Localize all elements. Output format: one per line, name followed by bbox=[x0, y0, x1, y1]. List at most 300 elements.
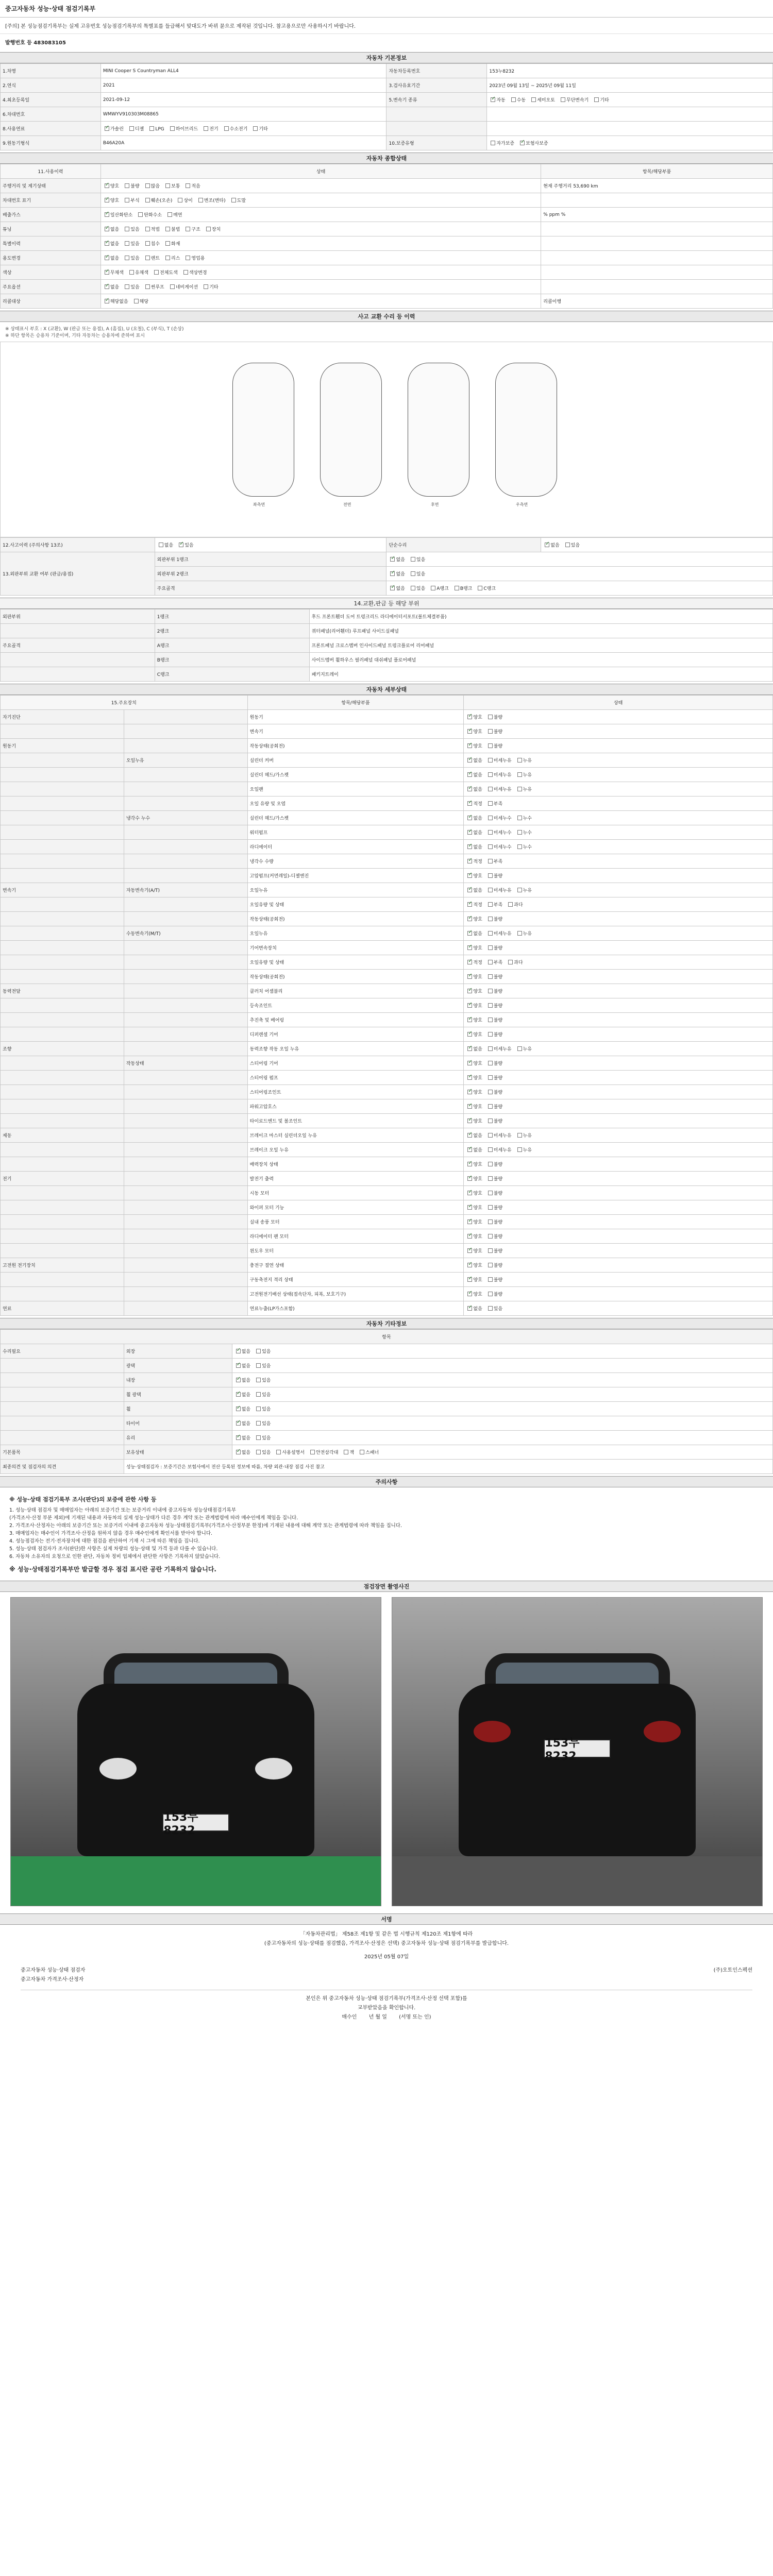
option[interactable] bbox=[466, 845, 482, 850]
option[interactable] bbox=[466, 1004, 482, 1009]
checkbox[interactable] bbox=[467, 859, 472, 863]
checkbox[interactable] bbox=[467, 1248, 472, 1253]
checkbox[interactable] bbox=[491, 97, 495, 102]
checkbox[interactable] bbox=[105, 183, 109, 188]
checkbox[interactable] bbox=[183, 270, 188, 275]
option[interactable] bbox=[486, 975, 502, 980]
option[interactable] bbox=[466, 1061, 482, 1066]
option[interactable] bbox=[466, 1191, 482, 1196]
option[interactable] bbox=[466, 1076, 482, 1081]
option[interactable] bbox=[516, 1133, 532, 1139]
option[interactable] bbox=[466, 960, 482, 965]
checkbox[interactable] bbox=[231, 198, 236, 202]
checkbox[interactable] bbox=[204, 126, 208, 131]
checkbox[interactable] bbox=[253, 126, 258, 131]
checkbox[interactable] bbox=[256, 1406, 261, 1411]
checkbox[interactable] bbox=[159, 543, 163, 547]
option[interactable] bbox=[486, 1148, 512, 1153]
checkbox[interactable] bbox=[545, 543, 549, 547]
checkbox[interactable] bbox=[467, 931, 472, 936]
checkbox[interactable] bbox=[467, 758, 472, 762]
checkbox[interactable] bbox=[145, 198, 150, 202]
checkbox[interactable] bbox=[411, 586, 415, 590]
option[interactable] bbox=[389, 572, 405, 577]
option[interactable] bbox=[123, 285, 139, 290]
checkbox[interactable] bbox=[467, 1061, 472, 1065]
option[interactable] bbox=[255, 1364, 271, 1369]
checkbox[interactable] bbox=[488, 729, 493, 734]
option[interactable] bbox=[164, 256, 180, 261]
option[interactable] bbox=[516, 816, 532, 821]
checkbox[interactable] bbox=[467, 743, 472, 748]
checkbox[interactable] bbox=[488, 1061, 493, 1065]
option[interactable] bbox=[564, 543, 580, 548]
option[interactable] bbox=[466, 888, 482, 893]
option[interactable] bbox=[466, 1032, 482, 1038]
checkbox[interactable] bbox=[149, 126, 154, 131]
option[interactable] bbox=[184, 184, 200, 189]
option[interactable] bbox=[132, 299, 148, 304]
checkbox[interactable] bbox=[360, 1450, 364, 1454]
option[interactable] bbox=[144, 227, 160, 232]
option[interactable] bbox=[157, 543, 173, 548]
checkbox[interactable] bbox=[467, 715, 472, 719]
option[interactable] bbox=[466, 946, 482, 951]
checkbox[interactable] bbox=[256, 1349, 261, 1353]
option[interactable] bbox=[466, 1090, 482, 1095]
checkbox[interactable] bbox=[431, 586, 435, 590]
option[interactable] bbox=[466, 802, 482, 807]
checkbox[interactable] bbox=[467, 1191, 472, 1195]
option[interactable] bbox=[510, 98, 526, 103]
checkbox[interactable] bbox=[105, 299, 109, 303]
checkbox[interactable] bbox=[488, 1032, 493, 1037]
option[interactable] bbox=[486, 787, 512, 792]
option[interactable] bbox=[166, 213, 182, 218]
option[interactable] bbox=[309, 1450, 338, 1455]
option[interactable] bbox=[516, 931, 532, 937]
option[interactable] bbox=[144, 242, 160, 247]
option[interactable] bbox=[342, 1450, 354, 1455]
option[interactable] bbox=[466, 816, 482, 821]
option[interactable] bbox=[144, 198, 173, 204]
checkbox[interactable] bbox=[411, 571, 415, 576]
option[interactable] bbox=[148, 127, 164, 132]
option[interactable] bbox=[486, 1133, 512, 1139]
option[interactable] bbox=[255, 1421, 271, 1427]
option[interactable] bbox=[144, 285, 164, 290]
option[interactable] bbox=[255, 1436, 271, 1441]
option[interactable] bbox=[466, 1162, 482, 1167]
option[interactable] bbox=[486, 1249, 502, 1254]
option[interactable] bbox=[169, 127, 198, 132]
checkbox[interactable] bbox=[488, 1003, 493, 1008]
option[interactable] bbox=[486, 917, 502, 922]
checkbox[interactable] bbox=[488, 960, 493, 964]
option[interactable] bbox=[486, 1119, 502, 1124]
option[interactable] bbox=[234, 1407, 250, 1412]
option[interactable] bbox=[486, 859, 502, 865]
checkbox[interactable] bbox=[256, 1378, 261, 1382]
option[interactable] bbox=[389, 557, 405, 563]
checkbox[interactable] bbox=[236, 1392, 241, 1397]
option[interactable] bbox=[164, 227, 180, 232]
option[interactable] bbox=[275, 1450, 304, 1455]
option[interactable] bbox=[466, 1278, 482, 1283]
option[interactable] bbox=[466, 758, 482, 764]
checkbox[interactable] bbox=[467, 1090, 472, 1094]
checkbox[interactable] bbox=[467, 1003, 472, 1008]
option[interactable] bbox=[476, 586, 496, 591]
option[interactable] bbox=[486, 802, 502, 807]
checkbox[interactable] bbox=[467, 1162, 472, 1166]
option[interactable] bbox=[486, 1047, 512, 1052]
option[interactable] bbox=[486, 816, 512, 821]
checkbox[interactable] bbox=[105, 198, 109, 202]
option[interactable] bbox=[486, 845, 512, 850]
option[interactable] bbox=[466, 1105, 482, 1110]
checkbox[interactable] bbox=[467, 1075, 472, 1080]
checkbox[interactable] bbox=[488, 1176, 493, 1181]
option[interactable] bbox=[255, 1407, 271, 1412]
checkbox[interactable] bbox=[467, 787, 472, 791]
checkbox[interactable] bbox=[236, 1435, 241, 1440]
checkbox[interactable] bbox=[517, 1147, 522, 1152]
checkbox[interactable] bbox=[488, 1234, 493, 1239]
checkbox[interactable] bbox=[517, 758, 522, 762]
checkbox[interactable] bbox=[204, 284, 208, 289]
checkbox[interactable] bbox=[467, 1234, 472, 1239]
checkbox[interactable] bbox=[488, 1147, 493, 1152]
option[interactable] bbox=[486, 931, 512, 937]
checkbox[interactable] bbox=[105, 241, 109, 246]
option[interactable] bbox=[144, 184, 160, 189]
option[interactable] bbox=[466, 1047, 482, 1052]
option[interactable] bbox=[466, 1018, 482, 1023]
option[interactable] bbox=[466, 787, 482, 792]
option[interactable] bbox=[466, 989, 482, 994]
checkbox[interactable] bbox=[236, 1450, 241, 1454]
option[interactable] bbox=[486, 1191, 502, 1196]
option[interactable] bbox=[516, 773, 532, 778]
option[interactable] bbox=[486, 1076, 502, 1081]
option[interactable] bbox=[486, 960, 502, 965]
checkbox[interactable] bbox=[344, 1450, 348, 1454]
checkbox[interactable] bbox=[129, 126, 134, 131]
checkbox[interactable] bbox=[488, 816, 493, 820]
checkbox[interactable] bbox=[488, 902, 493, 907]
option[interactable] bbox=[409, 572, 425, 577]
checkbox[interactable] bbox=[138, 212, 143, 217]
option[interactable] bbox=[137, 213, 162, 218]
checkbox[interactable] bbox=[125, 256, 129, 260]
checkbox[interactable] bbox=[488, 873, 493, 878]
checkbox[interactable] bbox=[198, 198, 203, 202]
option[interactable] bbox=[184, 256, 205, 261]
checkbox[interactable] bbox=[488, 830, 493, 835]
option[interactable] bbox=[516, 758, 532, 764]
checkbox[interactable] bbox=[488, 1075, 493, 1080]
checkbox[interactable] bbox=[134, 299, 139, 303]
option[interactable] bbox=[103, 270, 124, 276]
option[interactable] bbox=[486, 903, 502, 908]
option[interactable] bbox=[123, 227, 139, 232]
option[interactable] bbox=[516, 1148, 532, 1153]
option[interactable] bbox=[466, 859, 482, 865]
option[interactable] bbox=[103, 127, 124, 132]
option[interactable] bbox=[559, 98, 589, 103]
checkbox[interactable] bbox=[165, 256, 170, 260]
checkbox[interactable] bbox=[390, 586, 395, 590]
checkbox[interactable] bbox=[170, 284, 175, 289]
checkbox[interactable] bbox=[517, 1133, 522, 1138]
checkbox[interactable] bbox=[561, 97, 565, 102]
checkbox[interactable] bbox=[467, 873, 472, 878]
option[interactable] bbox=[486, 1061, 502, 1066]
option[interactable] bbox=[486, 730, 502, 735]
checkbox[interactable] bbox=[145, 284, 150, 289]
checkbox[interactable] bbox=[488, 989, 493, 993]
checkbox[interactable] bbox=[467, 1147, 472, 1152]
checkbox[interactable] bbox=[129, 270, 134, 275]
checkbox[interactable] bbox=[186, 227, 190, 231]
option[interactable] bbox=[103, 299, 128, 304]
checkbox[interactable] bbox=[517, 844, 522, 849]
checkbox[interactable] bbox=[488, 1248, 493, 1253]
option[interactable] bbox=[169, 285, 198, 290]
checkbox[interactable] bbox=[467, 989, 472, 993]
checkbox[interactable] bbox=[467, 1176, 472, 1181]
checkbox[interactable] bbox=[467, 1032, 472, 1037]
option[interactable] bbox=[486, 989, 502, 994]
option[interactable] bbox=[507, 960, 523, 965]
option[interactable] bbox=[486, 831, 512, 836]
checkbox[interactable] bbox=[488, 1205, 493, 1210]
checkbox[interactable] bbox=[488, 888, 493, 892]
option[interactable] bbox=[466, 715, 482, 720]
checkbox[interactable] bbox=[488, 1118, 493, 1123]
option[interactable] bbox=[202, 285, 218, 290]
option[interactable] bbox=[466, 773, 482, 778]
option[interactable] bbox=[466, 1177, 482, 1182]
option[interactable] bbox=[489, 98, 505, 103]
option[interactable] bbox=[234, 1421, 250, 1427]
checkbox[interactable] bbox=[488, 715, 493, 719]
option[interactable] bbox=[251, 127, 267, 132]
checkbox[interactable] bbox=[165, 241, 170, 246]
checkbox[interactable] bbox=[125, 227, 129, 231]
option[interactable] bbox=[466, 1292, 482, 1297]
option[interactable] bbox=[234, 1378, 250, 1383]
checkbox[interactable] bbox=[178, 198, 182, 202]
option[interactable] bbox=[486, 1220, 502, 1225]
checkbox[interactable] bbox=[488, 945, 493, 950]
option[interactable] bbox=[389, 586, 405, 591]
checkbox[interactable] bbox=[165, 183, 170, 188]
checkbox[interactable] bbox=[488, 1162, 493, 1166]
option[interactable] bbox=[466, 730, 482, 735]
option[interactable] bbox=[103, 242, 119, 247]
option[interactable] bbox=[466, 1119, 482, 1124]
option[interactable] bbox=[164, 242, 180, 247]
checkbox[interactable] bbox=[488, 974, 493, 979]
option[interactable] bbox=[486, 1263, 502, 1268]
checkbox[interactable] bbox=[517, 888, 522, 892]
option[interactable] bbox=[205, 227, 221, 232]
option[interactable] bbox=[103, 198, 119, 204]
option[interactable] bbox=[516, 845, 532, 850]
checkbox[interactable] bbox=[125, 183, 129, 188]
checkbox[interactable] bbox=[390, 557, 395, 562]
option[interactable] bbox=[486, 1090, 502, 1095]
checkbox[interactable] bbox=[467, 945, 472, 950]
checkbox[interactable] bbox=[467, 1263, 472, 1267]
checkbox[interactable] bbox=[531, 97, 536, 102]
checkbox[interactable] bbox=[565, 543, 570, 547]
checkbox[interactable] bbox=[508, 902, 513, 907]
checkbox[interactable] bbox=[488, 772, 493, 777]
checkbox[interactable] bbox=[256, 1435, 261, 1440]
option[interactable] bbox=[255, 1349, 271, 1354]
option[interactable] bbox=[103, 285, 119, 290]
option[interactable] bbox=[466, 903, 482, 908]
checkbox[interactable] bbox=[390, 571, 395, 576]
option[interactable] bbox=[486, 946, 502, 951]
option[interactable] bbox=[176, 198, 192, 204]
option[interactable] bbox=[429, 586, 449, 591]
option[interactable] bbox=[255, 1393, 271, 1398]
checkbox[interactable] bbox=[467, 816, 472, 820]
option[interactable] bbox=[123, 198, 139, 204]
option[interactable] bbox=[466, 917, 482, 922]
option[interactable] bbox=[466, 1220, 482, 1225]
option[interactable] bbox=[486, 715, 502, 720]
checkbox[interactable] bbox=[511, 97, 516, 102]
option[interactable] bbox=[466, 1249, 482, 1254]
checkbox[interactable] bbox=[236, 1378, 241, 1382]
option[interactable] bbox=[103, 184, 119, 189]
option[interactable] bbox=[486, 1278, 502, 1283]
checkbox[interactable] bbox=[256, 1450, 261, 1454]
checkbox[interactable] bbox=[125, 198, 129, 202]
checkbox[interactable] bbox=[488, 1292, 493, 1296]
checkbox[interactable] bbox=[224, 126, 229, 131]
option[interactable] bbox=[466, 874, 482, 879]
option[interactable] bbox=[543, 543, 559, 548]
checkbox[interactable] bbox=[236, 1349, 241, 1353]
checkbox[interactable] bbox=[467, 1205, 472, 1210]
checkbox[interactable] bbox=[276, 1450, 281, 1454]
option[interactable] bbox=[223, 127, 248, 132]
checkbox[interactable] bbox=[517, 1046, 522, 1051]
checkbox[interactable] bbox=[488, 1306, 493, 1311]
checkbox[interactable] bbox=[488, 1219, 493, 1224]
checkbox[interactable] bbox=[467, 917, 472, 921]
checkbox[interactable] bbox=[488, 1277, 493, 1282]
option[interactable] bbox=[466, 1206, 482, 1211]
checkbox[interactable] bbox=[145, 183, 150, 188]
option[interactable] bbox=[184, 227, 200, 232]
checkbox[interactable] bbox=[467, 974, 472, 979]
checkbox[interactable] bbox=[520, 141, 525, 145]
checkbox[interactable] bbox=[488, 787, 493, 791]
option[interactable] bbox=[516, 831, 532, 836]
option[interactable] bbox=[486, 1206, 502, 1211]
option[interactable] bbox=[507, 903, 523, 908]
checkbox[interactable] bbox=[467, 772, 472, 777]
checkbox[interactable] bbox=[186, 256, 190, 260]
checkbox[interactable] bbox=[488, 1018, 493, 1022]
checkbox[interactable] bbox=[145, 256, 150, 260]
option[interactable] bbox=[486, 1234, 502, 1240]
checkbox[interactable] bbox=[411, 557, 415, 562]
checkbox[interactable] bbox=[256, 1392, 261, 1397]
option[interactable] bbox=[466, 1148, 482, 1153]
option[interactable] bbox=[153, 270, 178, 276]
option[interactable] bbox=[530, 98, 555, 103]
option[interactable] bbox=[486, 888, 512, 893]
checkbox[interactable] bbox=[467, 888, 472, 892]
checkbox[interactable] bbox=[467, 729, 472, 734]
checkbox[interactable] bbox=[517, 772, 522, 777]
checkbox[interactable] bbox=[488, 1090, 493, 1094]
checkbox[interactable] bbox=[488, 1046, 493, 1051]
checkbox[interactable] bbox=[488, 743, 493, 748]
option[interactable] bbox=[123, 184, 139, 189]
option[interactable] bbox=[486, 1292, 502, 1297]
checkbox[interactable] bbox=[491, 141, 495, 145]
checkbox[interactable] bbox=[488, 917, 493, 921]
checkbox[interactable] bbox=[478, 586, 482, 590]
option[interactable] bbox=[516, 787, 532, 792]
checkbox[interactable] bbox=[517, 816, 522, 820]
checkbox[interactable] bbox=[206, 227, 211, 231]
option[interactable] bbox=[518, 141, 548, 146]
option[interactable] bbox=[164, 184, 180, 189]
checkbox[interactable] bbox=[154, 270, 159, 275]
option[interactable] bbox=[486, 744, 502, 749]
checkbox[interactable] bbox=[467, 1046, 472, 1051]
option[interactable] bbox=[486, 1162, 502, 1167]
option[interactable] bbox=[486, 773, 512, 778]
checkbox[interactable] bbox=[488, 844, 493, 849]
option[interactable] bbox=[128, 127, 144, 132]
option[interactable] bbox=[144, 256, 160, 261]
checkbox[interactable] bbox=[256, 1421, 261, 1426]
checkbox[interactable] bbox=[145, 241, 150, 246]
option[interactable] bbox=[486, 1307, 502, 1312]
checkbox[interactable] bbox=[467, 1104, 472, 1109]
option[interactable] bbox=[123, 256, 139, 261]
checkbox[interactable] bbox=[488, 931, 493, 936]
option[interactable] bbox=[234, 1364, 250, 1369]
checkbox[interactable] bbox=[488, 801, 493, 806]
checkbox[interactable] bbox=[236, 1421, 241, 1426]
checkbox[interactable] bbox=[488, 758, 493, 762]
option[interactable] bbox=[593, 98, 609, 103]
option[interactable] bbox=[466, 1133, 482, 1139]
option[interactable] bbox=[466, 1307, 482, 1312]
checkbox[interactable] bbox=[167, 212, 172, 217]
checkbox[interactable] bbox=[467, 1219, 472, 1224]
checkbox[interactable] bbox=[455, 586, 459, 590]
option[interactable] bbox=[486, 1105, 502, 1110]
option[interactable] bbox=[516, 1047, 532, 1052]
checkbox[interactable] bbox=[236, 1363, 241, 1368]
checkbox[interactable] bbox=[179, 543, 183, 547]
checkbox[interactable] bbox=[467, 960, 472, 964]
checkbox[interactable] bbox=[467, 1292, 472, 1296]
